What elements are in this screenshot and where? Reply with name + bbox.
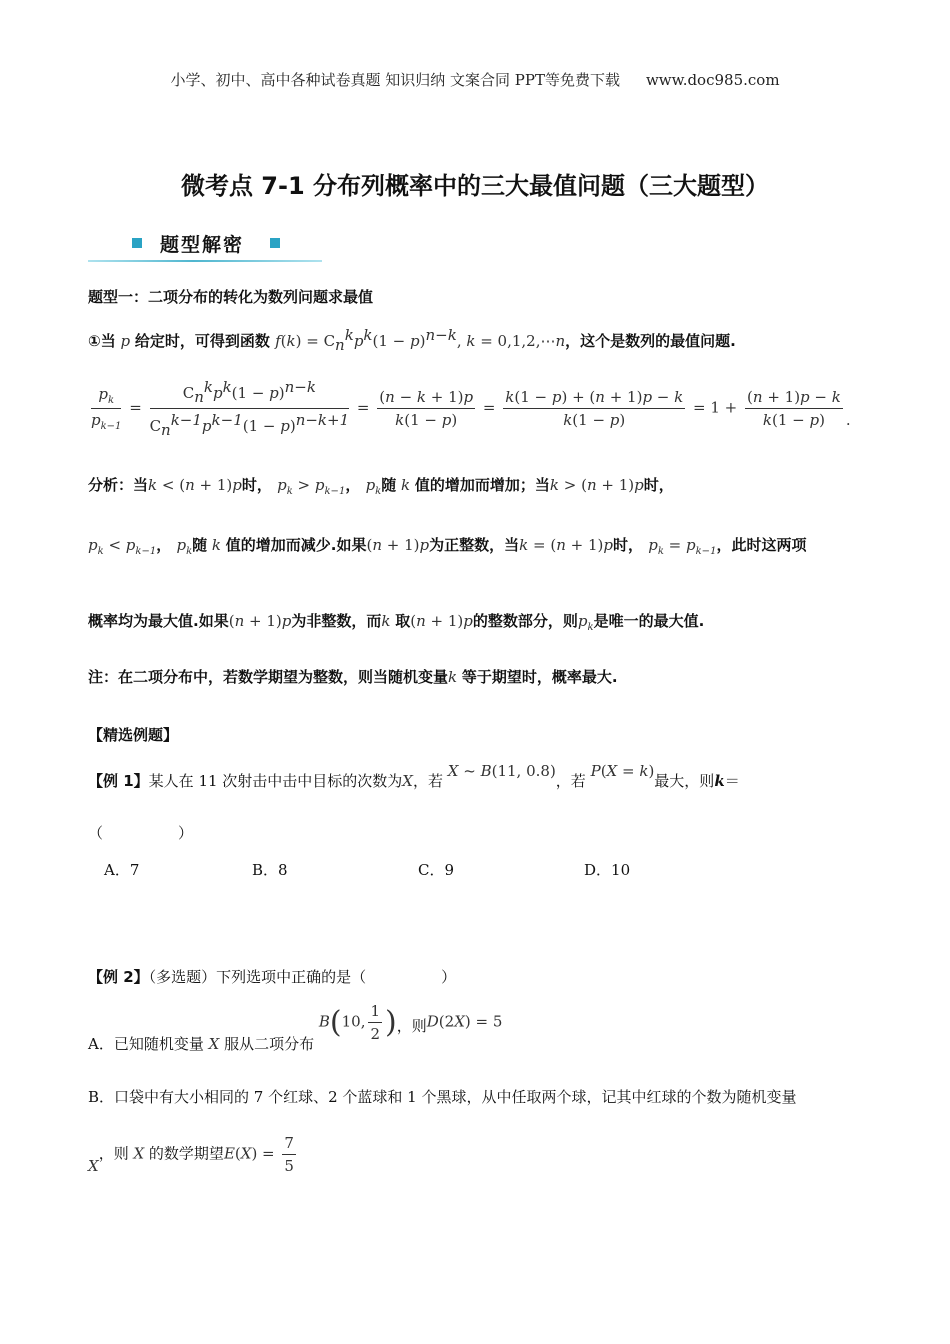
ex2-option-b-line2[interactable]: X，则 X 的数学期望E(X) = $\frac{7}{5}$ <box>88 1134 294 1175</box>
type1-heading: 题型一：二项分布的转化为数列问题求最值 <box>88 288 374 306</box>
page-header <box>0 69 950 90</box>
examples-heading: 【精选例题】 <box>88 726 179 744</box>
ex1-option-b[interactable]: B．8 <box>252 861 288 879</box>
ex1-option-d[interactable]: D．10 <box>584 861 631 879</box>
type1-line1: ①当 p 给定时，可得到函数 $f(k) = C_n^kp^k(1 - p)^{n-k}$, k = 0,1,2,⋯n，这个是数列的最值问题. <box>88 326 736 354</box>
ex1-option-a[interactable]: A．7 <box>104 861 140 879</box>
example1-paren: （ ） <box>88 824 194 842</box>
note-line: 注：在二项分布中，若数学期望为整数，则当随机变量k 等于期望时，概率最大. <box>88 668 618 686</box>
section-banner <box>88 232 322 262</box>
banner-underline <box>88 260 322 262</box>
banner-label: 题型解密 <box>160 234 245 256</box>
example1-stem: 【例 1】某人在 11 次射击中击中目标的次数为X，若 X ~ B(11, 0.8)，若 P(X = k)最大，则k＝ <box>88 762 740 790</box>
ex1-option-c[interactable]: C．9 <box>418 861 455 879</box>
header-site[interactable]: www.doc985.com <box>645 71 780 89</box>
banner-square-right-icon <box>270 238 280 248</box>
analysis-line2: $p_k < p_{k-1}$， $p_k$随 k 值的增加而减少.如果(n + 1)p为正整数，当k = (n + 1)p时， $p_k = p_{k-1}$，此时这两项 <box>88 536 807 557</box>
ex2-option-b-line1[interactable]: B．口袋中有大小相同的 7 个红球、2 个蓝球和 1 个黑球，从中任取两个球，记其中红球的个数为随机变量 <box>88 1088 797 1106</box>
analysis-line1: 分析：当k < (n + 1)p时， $p_k > p_{k-1}$， $p_k$随 k 值的增加而增加；当k > (n + 1)p时， <box>88 476 674 497</box>
example2-stem: 【例 2】（多选题）下列选项中正确的是（ ） <box>88 968 457 986</box>
ex2-option-a[interactable]: A．已知随机变量 X 服从二项分布 B(10, $\frac{1}{2}$ )，则D(2X) = 5 <box>88 1002 503 1053</box>
analysis-line3: 概率均为最大值.如果(n + 1)p为非整数，而k 取(n + 1)p的整数部分，则$p_k$是唯一的最大值. <box>88 612 705 633</box>
ratio-formula: $\frac{p_k}{p_{k-1}}$ = $\frac{C_n^kp^k(1 - p)^{n-k}}{C_n^{k-1}p^{k-1}(1 - p)^{n-k+1}}$ = $\frac{(n - k + 1)p}{k(1 - p)}$ = $\frac{k(1 - p) + (n + 1)p - k}{k(1 - p)}$ = 1 + $\frac{(n + 1)p - k}{k(1 - p)}$ . <box>91 378 851 439</box>
header-text: 小学、初中、高中各种试卷真题 知识归纳 文案合同 PPT等免费下载 <box>170 71 620 89</box>
page-title: 微考点 7-1 分布列概率中的三大最值问题（三大题型） <box>180 172 770 200</box>
banner-square-left-icon <box>132 238 142 248</box>
